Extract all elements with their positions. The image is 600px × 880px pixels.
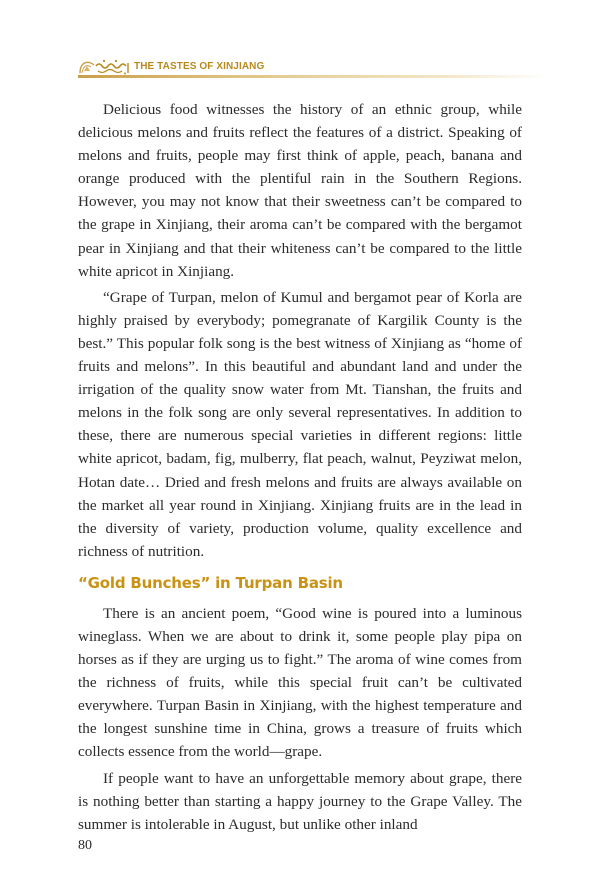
section-heading: “Gold Bunches” in Turpan Basin [78,573,343,592]
header-divider [78,75,548,78]
body-paragraph: Delicious food witnesses the history of an ethnic group, while delicious melons and fruits reflect the features of a district. Speaking of melons and fruits, people may first think of apple, peach, banana and orange produced with the plentiful rain in the Southern Regions. However, you may not know that their sweetness can’t be compared to the grape in Xinjiang, their aroma can’t be compared with the bergamot pear in Xinjiang and that their whiteness can’t be compared to the little white apricot in Xinjiang. [78,101,522,280]
page-number: 80 [78,838,92,853]
body-paragraph: If people want to have an unforgettable memory about grape, there is nothing better than starting a happy journey to the Grape Valley. The summer is intolerable in August, but unlike other inland [78,769,522,833]
page-body [78,98,522,839]
running-header-title: THE TASTES OF XINJIANG [134,61,265,72]
running-header [78,56,568,78]
body-paragraph: There is an ancient poem, “Good wine is poured into a luminous wineglass. When we are about to drink it, some people play pipa on horses as if they are urging us to fight.” The aroma of wine comes from the richness of fruits, while this special fruit can’t be cultivated everywhere. Turpan Basin in Xinjiang, with the highest temperature and the longest sunshine time in China, grows a treasure of fruits which collects essence from the world—grape. [78,604,522,761]
body-paragraph: “Grape of Turpan, melon of Kumul and bergamot pear of Korla are highly praised by everybody; pomegranate of Kargilik County is the best.” This popular folk song is the best witness of Xinjiang as “home of fruits and melons”. In this beautiful and abundant land and under the irrigation of the quality snow water from Mt. Tianshan, the fruits and melons in the folk song are only several representatives. In addition to these, there are numerous special varieties in different regions: little white apricot, badam, fig, mulberry, flat peach, walnut, Peyziwat melon, Hotan date… Dried and fresh melons and fruits are always available on the market all year round in Xinjiang. Xinjiang fruits are in the lead in the diversity of variety, production volume, quality excellence and richness of nutrition. [78,288,522,560]
